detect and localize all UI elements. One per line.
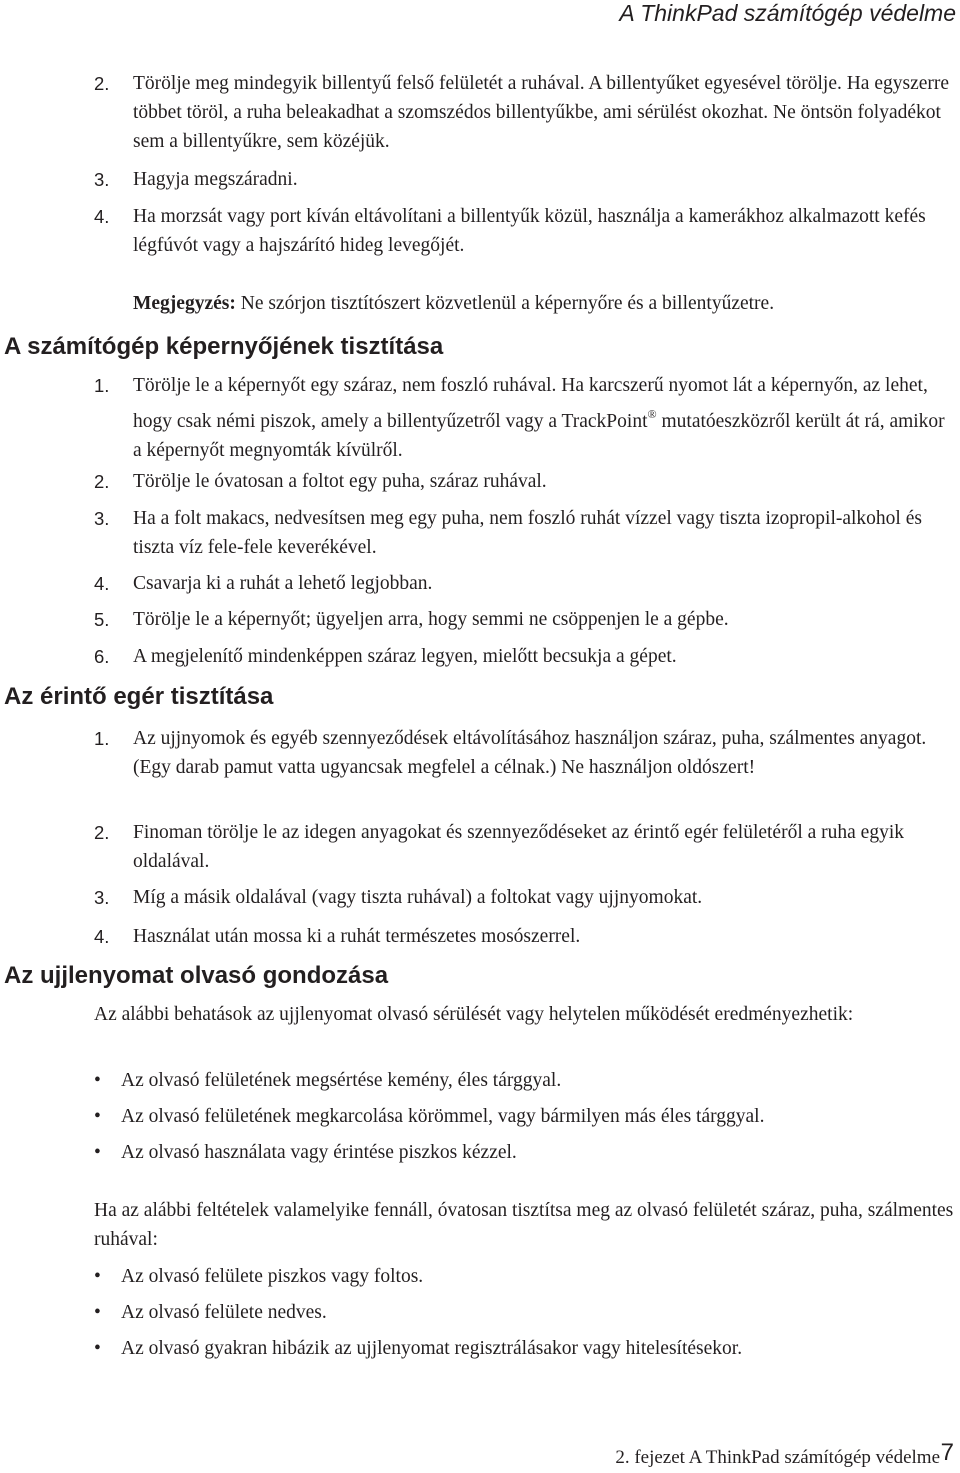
list-text: Ha a folt makacs, nedvesítsen meg egy puha, nem foszló ruhát vízzel vagy tiszta izopropil-alkohol és tiszta víz fele-fele keverékével. [133,508,922,558]
list-text: Törölje le a képernyőt egy száraz, nem foszló ruhával. Ha karcszerű nyomot lát a képernyőn, az lehet, hogy csak némi piszok, amely a billentyűzetről vagy a TrackPoint® mutatóeszközről került át rá, amikor a képernyőt megnyomták kívülről. [133,375,945,461]
list-text: Törölje meg mindegyik billentyű felső felületét a ruhával. A billentyűket egyesével törölje. Ha egyszerre többet töröl, a ruha beleakadhat a szomszédos billentyűkbe, ami sérülést okozhat. Ne öntsön folyadékot sem a billentyűkre, sem közéjük. [133,73,950,152]
list-item [94,818,954,876]
list-item [94,569,954,598]
list-text: Csavarja ki a ruhát a lehető legjobban. [133,573,433,594]
bullet-icon: • [94,1070,101,1091]
bullet-item [94,1066,954,1095]
list-text: Törölje le óvatosan a foltot egy puha, száraz ruhával. [133,471,547,492]
bullet-item [94,1138,954,1167]
note-label: Megjegyzés: [133,293,236,314]
list-item [94,69,954,156]
bullet-text: Az olvasó felülete nedves. [121,1302,327,1323]
list-item [94,922,954,951]
list-text: Törölje le a képernyőt; ügyeljen arra, hogy semmi ne csöppenjen le a gépbe. [133,609,729,630]
list-item [94,202,954,260]
note [133,289,953,318]
list-item [94,883,954,912]
page-number: 7 [940,1439,954,1466]
bullet-item [94,1262,954,1291]
list-number: 3. [94,508,110,529]
bullet-icon: • [94,1106,101,1127]
bullet-item [94,1298,954,1327]
list-number: 2. [94,822,110,843]
bullet-text: Az olvasó felületének megsértése kemény, éles tárggyal. [121,1070,562,1091]
list-number: 6. [94,646,110,667]
bullet-icon: • [94,1142,101,1163]
list-text: Az ujjnyomok és egyéb szennyeződések eltávolításához használjon száraz, puha, szálmentes anyagot. (Egy darab pamut vatta ugyancsak megfelel a célnak.) Ne használjon oldószert! [133,728,927,778]
list-text: Ha morzsát vagy port kíván eltávolítani a billentyűk közül, használja a kamerákhoz alkalmazott kefés légfúvót vagy a hajszárító hideg levegőjét. [133,206,926,256]
bullet-item [94,1102,954,1131]
list-number: 1. [94,728,110,749]
bullet-icon: • [94,1302,101,1323]
list-number: 3. [94,169,110,190]
page-footer [615,1439,954,1469]
list-text: Míg a másik oldalával (vagy tiszta ruhával) a foltokat vagy ujjnyomokat. [133,887,703,908]
list-item [94,467,954,496]
bullet-text: Az olvasó használata vagy érintése piszkos kézzel. [121,1142,517,1163]
bullet-item [94,1334,954,1363]
list-item [94,605,954,634]
paragraph: Az alábbi behatások az ujjlenyomat olvasó sérülését vagy helytelen működését eredményezhetik: [94,1004,854,1025]
bullet-text: Az olvasó felülete piszkos vagy foltos. [121,1266,424,1287]
bullet-text: Az olvasó felületének megkarcolása körömmel, vagy bármilyen más éles tárggyal. [121,1106,765,1127]
section-heading-fingerprint: Az ujjlenyomat olvasó gondozása [4,962,389,989]
list-number: 4. [94,573,110,594]
list-number: 4. [94,206,110,227]
list-item [94,504,954,562]
list-text: Finoman törölje le az idegen anyagokat és szennyeződéseket az érintő egér felületéről a ruha egyik oldalával. [133,822,905,872]
section-heading-screen: A számítógép képernyőjének tisztítása [4,333,444,360]
bullet-text: Az olvasó gyakran hibázik az ujjlenyomat regisztrálásakor vagy hitelesítésekor. [121,1338,743,1359]
list-number: 1. [94,375,110,396]
list-item [94,165,954,194]
list-number: 2. [94,73,110,94]
list-item [94,371,954,465]
list-item [94,642,954,671]
list-number: 5. [94,609,110,630]
bullet-icon: • [94,1338,101,1359]
footer-text: 2. fejezet A ThinkPad számítógép védelme [615,1447,940,1468]
list-number: 3. [94,887,110,908]
registered-mark: ® [647,407,657,421]
note-text: Ne szórjon tisztítószert közvetlenül a képernyőre és a billentyűzetre. [240,293,775,314]
list-text: Használat után mossa ki a ruhát természetes mosószerrel. [133,926,581,947]
section-heading-mouse: Az érintő egér tisztítása [4,683,274,710]
running-head: A ThinkPad számítógép védelme [619,0,956,26]
list-text: Hagyja megszáradni. [133,169,298,190]
list-text: A megjelenítő mindenképpen száraz legyen, mielőtt becsukja a gépet. [133,646,677,667]
list-number: 2. [94,471,110,492]
list-number: 4. [94,926,110,947]
list-item [94,724,954,782]
paragraph: Ha az alábbi feltételek valamelyike fennáll, óvatosan tisztítsa meg az olvasó felületét száraz, puha, szálmentes ruhával: [94,1200,954,1250]
bullet-icon: • [94,1266,101,1287]
